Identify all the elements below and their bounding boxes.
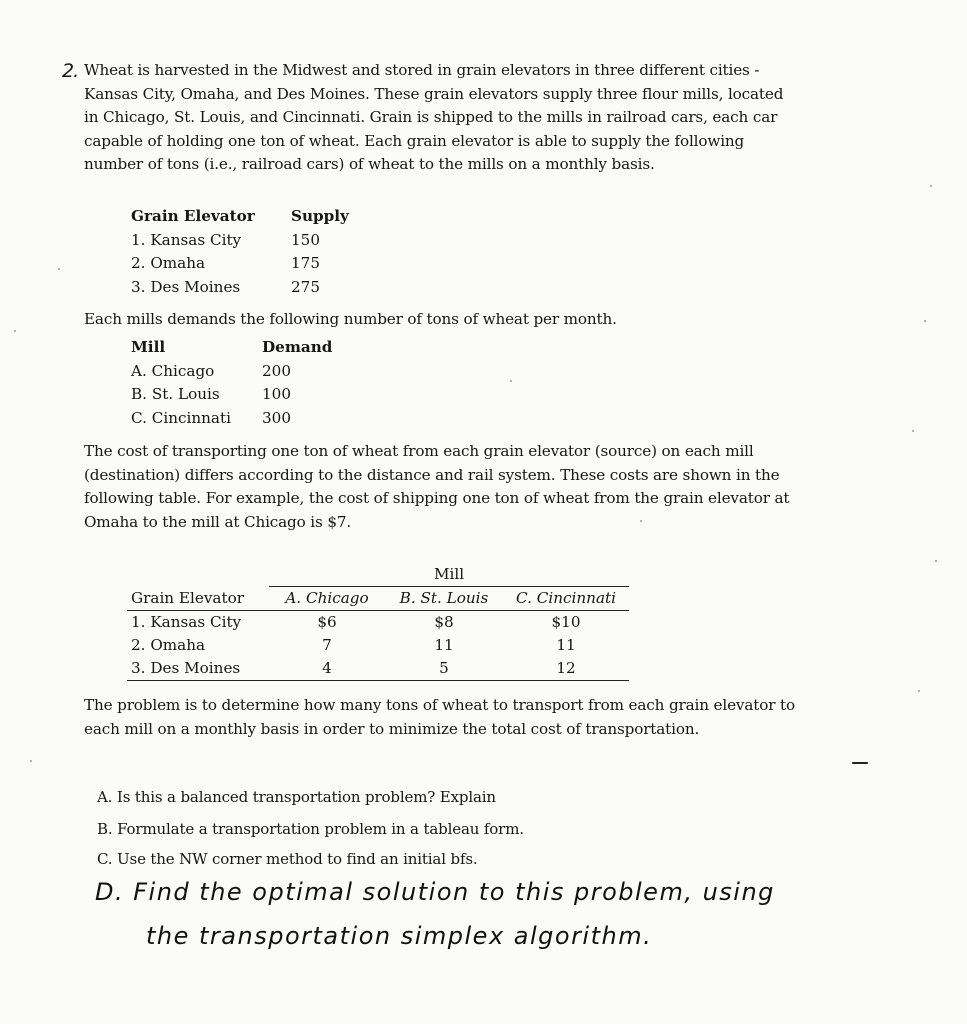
handwritten-question-d-line2: the transportation simplex algorithm.	[146, 922, 653, 950]
demand-value-cell: 300	[262, 408, 291, 427]
demand-value-cell: 200	[262, 361, 291, 380]
handwritten-question-d-line1: D. Find the optimal solution to this problem, using	[95, 878, 775, 906]
scan-speck	[935, 560, 937, 562]
cost-row-label: 1. Kansas City	[131, 613, 242, 631]
scan-speck	[14, 330, 16, 332]
scan-speck	[640, 520, 642, 522]
demand-mill-cell: C. Cincinnati	[131, 408, 231, 427]
cost-col-st-louis: B. St. Louis	[385, 587, 503, 611]
supply-header-elevator: Grain Elevator	[131, 207, 255, 225]
demand-header-mill: Mill	[131, 338, 166, 356]
intro-paragraph: Wheat is harvested in the Midwest and stored in grain elevators in three different cities - Kansas City, Omaha, and Des Moines. These grain elevators supply three flour mills, located in Chicago, St. Louis, and Cincinnati. Grain is shipped to the mills in railroad cars, each car capable of holding one ton of wheat. Each grain elevator is able to supply the following number of tons (i.e., railroad cars) of wheat to the mills on a monthly basis.	[84, 61, 784, 174]
cost-paragraph: The cost of transporting one ton of wheat from each grain elevator (source) on each mill (destination) differs according to the distance and rail system. These costs are shown in the following table. For example, the cost of shipping one ton of wheat from the grain elevator at Omaha to the mill at Chicago is $7.	[84, 442, 790, 531]
scan-speck	[510, 380, 512, 382]
sub-question-c: C. Use the NW corner method to find an initial bfs.	[97, 850, 478, 868]
supply-table	[131, 205, 349, 299]
cost-cell: 7	[322, 636, 332, 654]
cost-table	[127, 563, 629, 681]
cost-cell: 5	[385, 657, 503, 681]
supply-elevator-cell: 3. Des Moines	[131, 277, 241, 296]
cost-cell: 11	[556, 636, 576, 654]
cost-row-label: 3. Des Moines	[127, 657, 269, 681]
cost-col-cincinnati: C. Cincinnati	[503, 587, 629, 611]
supply-table-header	[131, 205, 349, 229]
cost-row-label: 2. Omaha	[131, 636, 206, 654]
cost-table-mill-header: Mill	[269, 563, 629, 587]
question-number: 2.	[62, 60, 79, 82]
supply-value-cell: 175	[291, 254, 320, 272]
demand-intro: Each mills demands the following number of tons of wheat per month.	[84, 310, 617, 328]
scan-speck	[30, 760, 32, 762]
cost-cell: 11	[434, 636, 454, 654]
cost-col-chicago: A. Chicago	[269, 587, 385, 611]
table-row	[131, 383, 332, 407]
cost-table-super-header-row	[127, 563, 629, 587]
demand-table	[131, 336, 332, 430]
supply-value-cell: 275	[291, 277, 320, 296]
cost-table-header-row	[127, 587, 629, 611]
cost-table-blank	[127, 563, 269, 587]
cost-cell: $8	[434, 613, 454, 631]
demand-header-demand: Demand	[262, 338, 333, 356]
table-row	[131, 407, 332, 431]
scan-speck	[58, 268, 60, 270]
sub-question-a: A. Is this a balanced transportation problem? Explain	[97, 788, 496, 806]
supply-elevator-cell: 2. Omaha	[131, 254, 206, 272]
cost-cell: $6	[317, 613, 337, 631]
scan-speck	[918, 690, 920, 692]
table-row	[127, 611, 629, 635]
supply-elevator-cell: 1. Kansas City	[131, 230, 242, 249]
sub-question-b: B. Formulate a transportation problem in a tableau form.	[97, 820, 524, 838]
demand-mill-cell: A. Chicago	[131, 361, 215, 380]
scan-speck	[924, 320, 926, 322]
table-row	[131, 252, 349, 276]
scan-speck	[930, 185, 932, 187]
cost-cell: 12	[503, 657, 629, 681]
table-row	[131, 229, 349, 253]
scan-mark	[852, 762, 868, 764]
demand-value-cell: 100	[262, 385, 291, 403]
scan-speck	[912, 430, 914, 432]
demand-mill-cell: B. St. Louis	[131, 385, 220, 403]
table-row	[127, 657, 629, 681]
demand-table-header	[131, 336, 332, 360]
cost-cell: $10	[551, 613, 581, 631]
supply-value-cell: 150	[291, 230, 320, 249]
cost-table-row-header: Grain Elevator	[127, 587, 269, 611]
problem-paragraph: The problem is to determine how many tons of wheat to transport from each grain elevator to each mill on a monthly basis in order to minimize the total cost of transportation.	[84, 696, 795, 738]
table-row	[131, 276, 349, 300]
supply-header-supply: Supply	[291, 207, 349, 225]
table-row	[131, 360, 332, 384]
table-row	[127, 634, 629, 657]
cost-cell: 4	[269, 657, 385, 681]
